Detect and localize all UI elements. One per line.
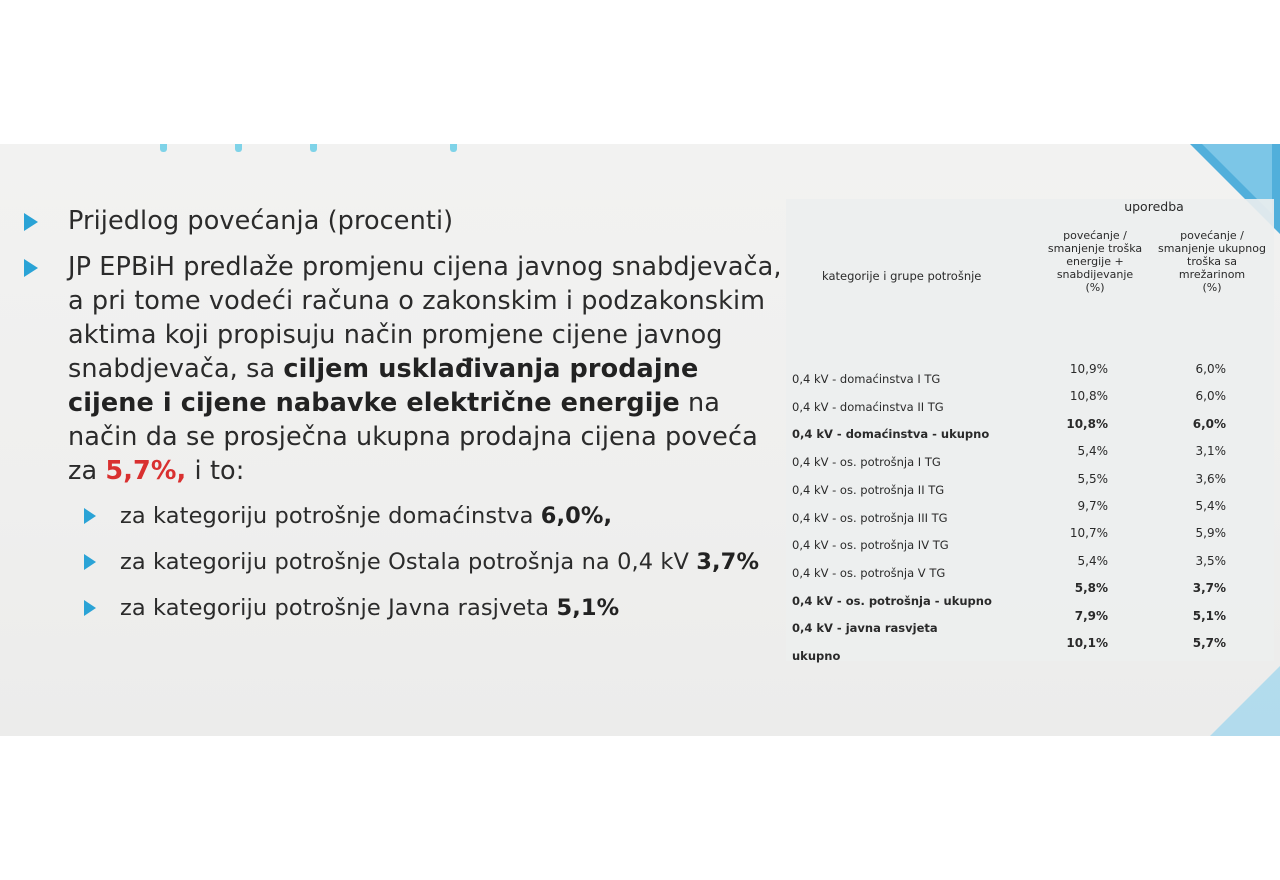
column-header-total: povećanje / smanjenje ukupnog troška sa mrežarinom (%) [1158, 229, 1266, 294]
table-row-label: 0,4 kV - domaćinstva - ukupno [792, 427, 990, 442]
bullet-proposal-title [24, 204, 784, 238]
bullet-description [24, 250, 784, 488]
table-row-label: 0,4 kV - os. potrošnja III TG [792, 510, 948, 525]
bullet-arrow-icon [84, 600, 96, 616]
bold-phrase: ciljem usklađivanja prodajne cijene i cijene nabavke električne energije [68, 354, 699, 418]
table-row-label: 0,4 kV - domaćinstva I TG [792, 372, 941, 386]
corner-decoration-bottom [1210, 666, 1280, 736]
table-cell-total: 3,5% [1195, 553, 1226, 568]
table-row-label: 0,4 kV - os. potrošnja IV TG [792, 538, 949, 553]
table-cell-energy: 10,8% [1069, 389, 1108, 404]
table-cell-energy: 10,8% [1066, 416, 1108, 431]
sub-bullet-public-lighting: za kategoriju potrošnje Javna rasjveta 5,1% [84, 592, 784, 624]
bullet-arrow-icon [84, 508, 96, 524]
table-cell-energy: 10,9% [1069, 362, 1108, 376]
table-cell-total: 5,1% [1192, 608, 1226, 623]
table-cell-energy: 10,7% [1069, 526, 1108, 541]
bullet-arrow-icon [24, 259, 38, 277]
table-cell-total: 5,9% [1195, 526, 1226, 541]
table-row-label: 0,4 kV - os. potrošnja I TG [792, 455, 941, 470]
table-row-label: 0,4 kV - domaćinstva II TG [792, 399, 944, 414]
table-cell-total: 6,0% [1192, 416, 1226, 431]
table-cell-energy: 7,9% [1074, 608, 1108, 623]
table-cell-total: 6,0% [1195, 362, 1226, 376]
table-cell-energy: 5,4% [1077, 444, 1108, 459]
table-cell-total: 5,4% [1195, 499, 1226, 513]
table-cell-energy: 5,5% [1077, 471, 1108, 486]
bullet-arrow-icon [84, 554, 96, 570]
bullet-list [24, 204, 784, 638]
table-cell-total: 3,1% [1195, 444, 1226, 459]
table-row-label: 0,4 kV - javna rasvjeta [792, 621, 938, 636]
cropped-title-fragment [150, 144, 480, 156]
table-cell-total: 3,7% [1192, 581, 1226, 596]
table-cell-energy: 9,7% [1077, 499, 1108, 513]
table-row-label: ukupno [792, 649, 841, 663]
bullet-text: JP EPBiH predlaže promjenu cijena javnog snabdjevača, a pri tome vodeći računa o zakonskim i podzakonskim aktima koji propisuju način promjene cijene javnog snabdjevača, sa ciljem usklađivanja prodajne cijene i cijene nabavke električne energije na način da se prosječna ukupna prodajna cijena poveća za 5,7%, i to: [68, 252, 782, 486]
table-row-label: 0,4 kV - os. potrošnja - ukupno [792, 593, 992, 608]
table-group-header: uporedba [1124, 199, 1184, 214]
table-row-label: 0,4 kV - os. potrošnja II TG [792, 482, 945, 497]
column-header-energy: povećanje / smanjenje troška energije + snabdijevanje (%) [1047, 229, 1143, 294]
table-cell-total: 6,0% [1195, 389, 1226, 404]
bullet-arrow-icon [24, 213, 38, 231]
sub-bullet-households: za kategoriju potrošnje domaćinstva 6,0%, [84, 500, 784, 532]
sub-bullet-other-consumption: za kategoriju potrošnje Ostala potrošnja na 0,4 kV 3,7% [84, 546, 784, 578]
slide [0, 144, 1280, 736]
highlight-percentage: 5,7%, [105, 456, 187, 486]
column-header-category: kategorije i grupe potrošnje [822, 269, 982, 283]
table-cell-total: 3,6% [1195, 471, 1226, 486]
table-cell-energy: 5,8% [1074, 581, 1108, 596]
table-row-label: 0,4 kV - os. potrošnja V TG [792, 565, 946, 580]
comparison-table [786, 199, 1274, 661]
bullet-text: Prijedlog povećanja (procenti) [68, 206, 454, 236]
table-cell-energy: 10,1% [1066, 636, 1108, 650]
table-cell-total: 5,7% [1192, 636, 1226, 650]
table-cell-energy: 5,4% [1077, 553, 1108, 568]
sub-bullet-list [84, 500, 784, 624]
